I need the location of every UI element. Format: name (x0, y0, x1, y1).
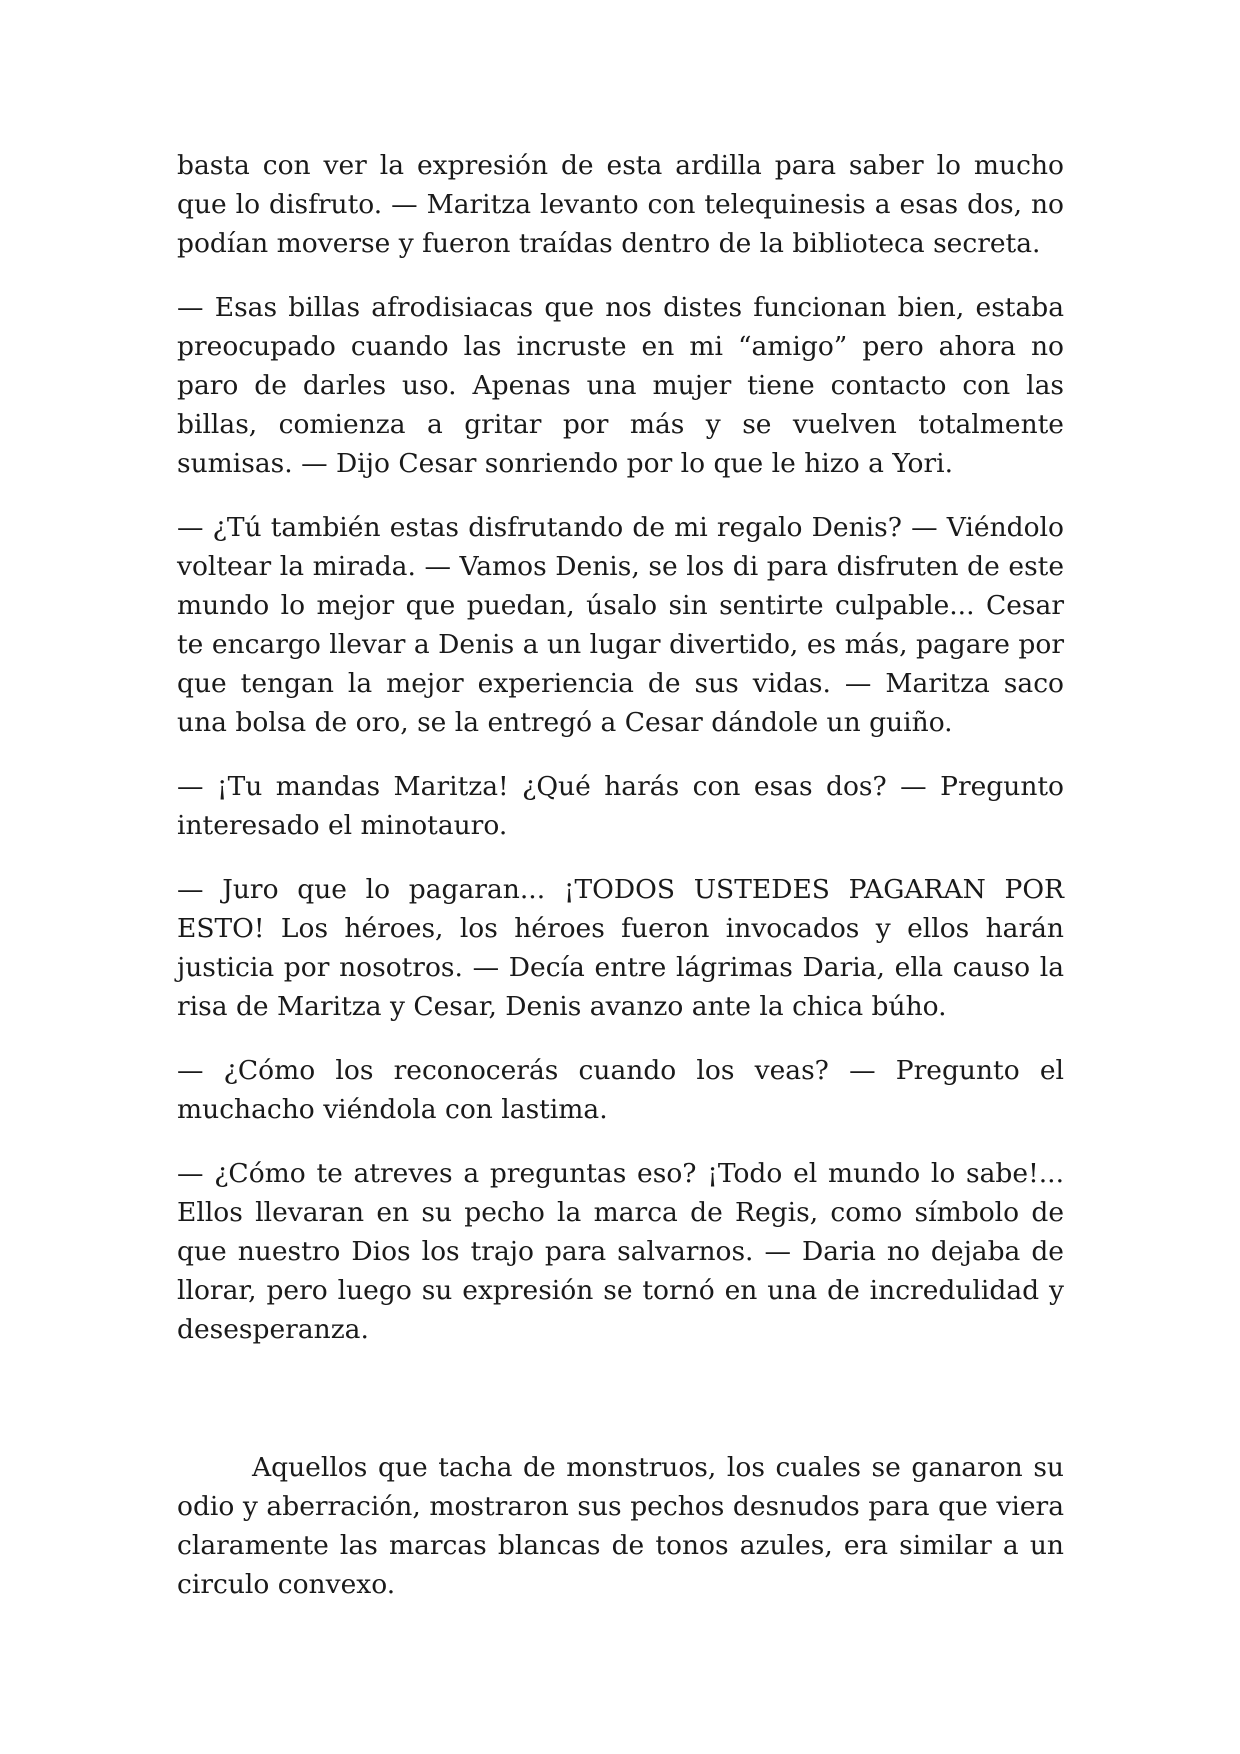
paragraph-4: — ¡Tu mandas Maritza! ¿Qué harás con esas dos? — Pregunto interesado el minotauro. (177, 771, 1064, 841)
scene-break (177, 1374, 1064, 1448)
body-text (177, 146, 1064, 1604)
paragraph-5: — Juro que lo pagaran... ¡TODOS USTEDES PAGARAN POR ESTO! Los héroes, los héroes fueron invocados y ellos harán justicia por nosotros. — Decía entre lágrimas Daria, ella causo la risa de Maritza y Cesar, Denis avanzo ante la chica búho. (177, 874, 1064, 1022)
paragraph-6: — ¿Cómo los reconocerás cuando los veas? — Pregunto el muchacho viéndola con lastima. (177, 1055, 1064, 1125)
paragraph-2: — Esas billas afrodisiacas que nos distes funcionan bien, estaba preocupado cuando las incruste en mi “amigo” pero ahora no paro de darles uso. Apenas una mujer tiene contacto con las billas, comienza a gritar por más y se vuelven totalmente sumisas. — Dijo Cesar sonriendo por lo que le hizo a Yori. (177, 292, 1064, 479)
paragraph-8: Aquellos que tacha de monstruos, los cuales se ganaron su odio y aberración, mostraron sus pechos desnudos para que viera claramente las marcas blancas de tonos azules, era similar a un circulo convexo. (177, 1452, 1064, 1600)
paragraph-3: — ¿Tú también estas disfrutando de mi regalo Denis? — Viéndolo voltear la mirada. — Vamos Denis, se los di para disfruten de este mundo lo mejor que puedan, úsalo sin sentirte culpable... Cesar te encargo llevar a Denis a un lugar divertido, es más, pagare por que tengan la mejor experiencia de sus vidas. — Maritza saco una bolsa de oro, se la entregó a Cesar dándole un guiño. (177, 512, 1064, 738)
paragraph-7: — ¿Cómo te atreves a preguntas eso? ¡Todo el mundo lo sabe!... Ellos llevaran en su pecho la marca de Regis, como símbolo de que nuestro Dios los trajo para salvarnos. — Daria no dejaba de llorar, pero luego su expresión se tornó en una de incredulidad y desesperanza. (177, 1158, 1064, 1345)
paragraph-1: basta con ver la expresión de esta ardilla para saber lo mucho que lo disfruto. — Maritza levanto con telequinesis a esas dos, no podían moverse y fueron traídas dentro de la biblioteca secreta. (177, 150, 1064, 259)
